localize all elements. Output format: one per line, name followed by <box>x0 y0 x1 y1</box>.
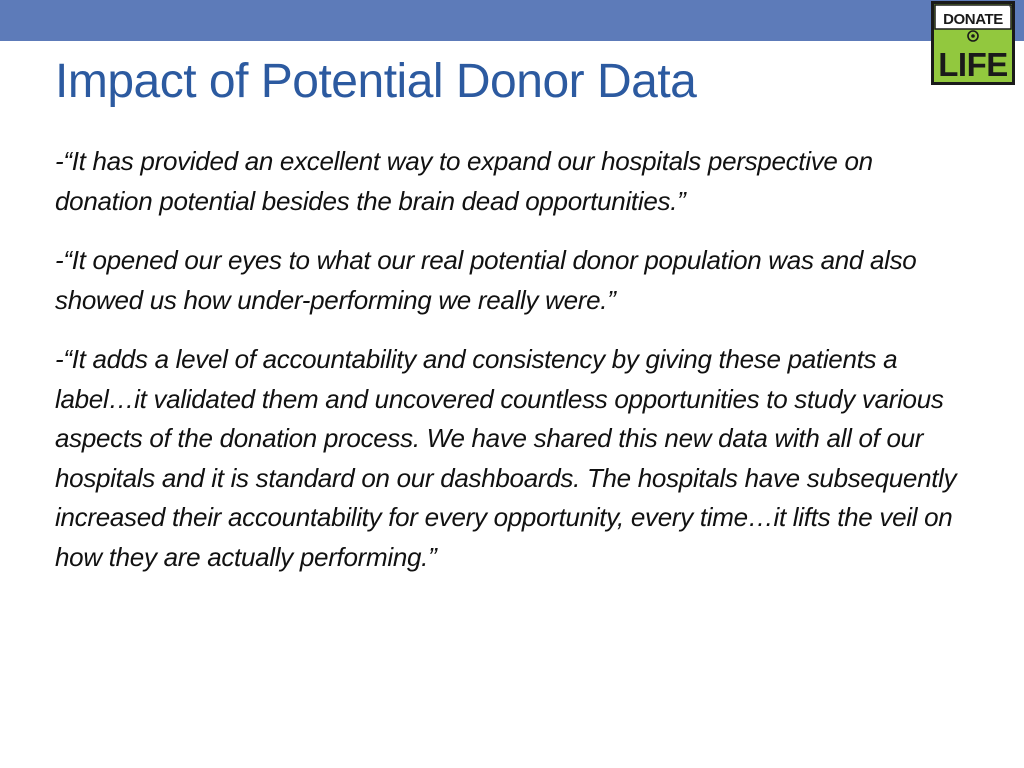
donate-life-logo <box>930 0 1016 86</box>
quote-1: -“It has provided an excellent way to expand our hospitals perspective on donation potential besides the brain dead opportunities.” <box>55 146 873 216</box>
header-bar <box>0 0 1024 41</box>
quote-2: -“It opened our eyes to what our real potential donor population was and also showed us how under-performing we really were.” <box>55 245 917 315</box>
slide-title: Impact of Potential Donor Data <box>55 55 697 108</box>
logo-line2-text: LIFE <box>938 46 1008 83</box>
registered-mark: ® <box>1008 3 1014 10</box>
quotes-body <box>55 142 985 597</box>
quote-3: -“It adds a level of accountability and consistency by giving these patients a label…it validated them and uncovered countless opportunities to study various aspects of the donation process. We have shared this new data with all of our hospitals and it is standard on our dashboards. The hospitals have subsequently increased their accountability for every opportunity, every time…it lifts the veil on how they are actually performing.” <box>55 344 957 572</box>
logo-line1-text: DONATE <box>943 11 1003 28</box>
